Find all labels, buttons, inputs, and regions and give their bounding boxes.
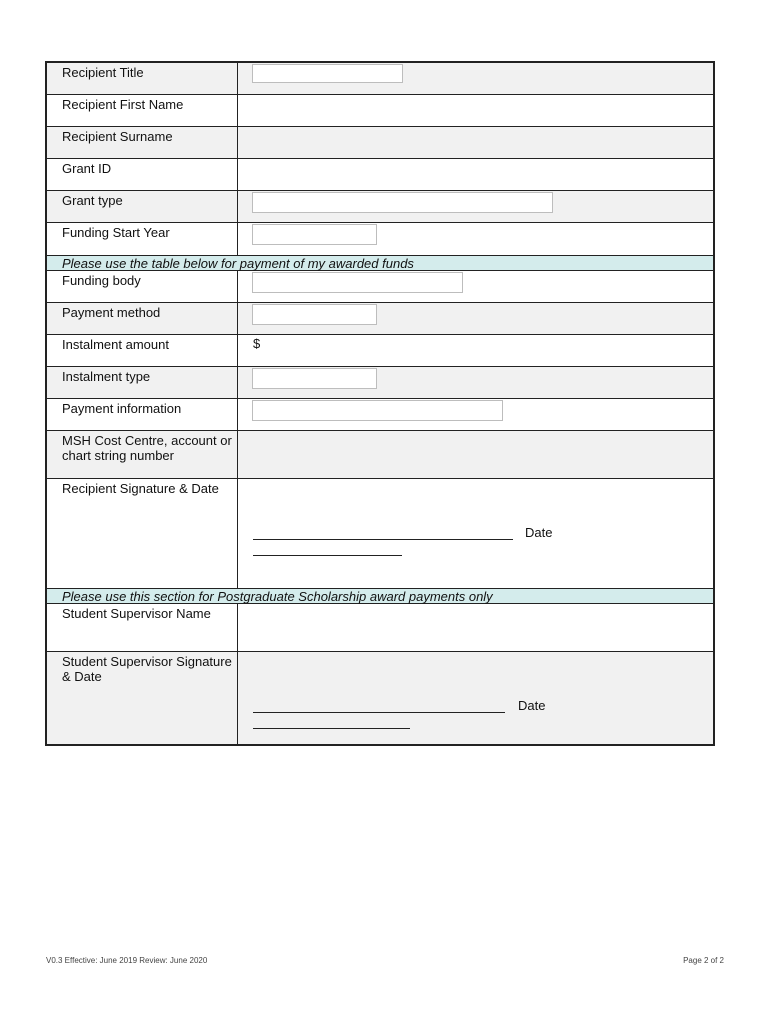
payment-method-cell xyxy=(238,303,713,334)
row-payment-information xyxy=(47,399,713,431)
footer-page-number: Page 2 of 2 xyxy=(683,956,724,965)
recipient-signature-cell[interactable] xyxy=(238,479,713,588)
footer-version: V0.3 Effective: June 2019 Review: June 2020 xyxy=(46,956,208,965)
payment-information-cell xyxy=(238,399,713,430)
row-grant-type xyxy=(47,191,713,223)
recipient-signature-line xyxy=(253,539,513,540)
recipient-title-dropdown[interactable] xyxy=(252,64,403,83)
payment-method-label: Payment method xyxy=(47,303,238,334)
row-instalment-amount xyxy=(47,335,713,367)
instalment-type-dropdown[interactable] xyxy=(252,368,377,389)
recipient-surname-field[interactable] xyxy=(238,127,713,158)
row-payment-method xyxy=(47,303,713,335)
supervisor-signature-label: Student Supervisor Signature & Date xyxy=(47,652,238,744)
payment-method-dropdown[interactable] xyxy=(252,304,377,325)
recipient-date-line xyxy=(253,555,402,556)
funding-start-year-dropdown[interactable] xyxy=(252,224,377,245)
supervisor-name-label: Student Supervisor Name xyxy=(47,604,238,651)
payment-information-dropdown[interactable] xyxy=(252,400,503,421)
recipient-signature-label: Recipient Signature & Date xyxy=(47,479,238,588)
funding-body-cell xyxy=(238,271,713,302)
funding-body-label: Funding body xyxy=(47,271,238,302)
row-msh-cost-centre xyxy=(47,431,713,479)
recipient-title-label: Recipient Title xyxy=(47,63,238,94)
grant-type-dropdown[interactable] xyxy=(252,192,553,213)
supervisor-signature-cell[interactable] xyxy=(238,652,713,744)
row-supervisor-signature xyxy=(47,652,713,744)
row-instalment-type xyxy=(47,367,713,399)
instalment-type-label: Instalment type xyxy=(47,367,238,398)
row-recipient-signature xyxy=(47,479,713,588)
recipient-date-label: Date xyxy=(525,525,553,540)
recipient-title-cell xyxy=(238,63,713,94)
row-recipient-first-name xyxy=(47,95,713,127)
grant-id-label: Grant ID xyxy=(47,159,238,190)
instalment-type-cell xyxy=(238,367,713,398)
grant-type-label: Grant type xyxy=(47,191,238,222)
instalment-amount-label: Instalment amount xyxy=(47,335,238,366)
payment-information-label: Payment information xyxy=(47,399,238,430)
supervisor-signature-line xyxy=(253,712,505,713)
row-funding-body xyxy=(47,271,713,303)
recipient-surname-label: Recipient Surname xyxy=(47,127,238,158)
supervisor-date-line xyxy=(253,728,410,729)
row-supervisor-name xyxy=(47,604,713,652)
msh-cost-centre-label: MSH Cost Centre, account or chart string number xyxy=(47,431,238,478)
row-grant-id xyxy=(47,159,713,191)
row-recipient-surname xyxy=(47,127,713,159)
row-funding-start-year xyxy=(47,223,713,255)
recipient-first-name-label: Recipient First Name xyxy=(47,95,238,126)
funding-body-dropdown[interactable] xyxy=(252,272,463,293)
grant-id-field[interactable] xyxy=(238,159,713,190)
recipient-first-name-field[interactable] xyxy=(238,95,713,126)
postgraduate-section-banner: Please use this section for Postgraduate Scholarship award payments only xyxy=(47,588,713,604)
funding-start-year-cell xyxy=(238,223,713,255)
msh-cost-centre-field[interactable] xyxy=(238,431,713,478)
grant-payment-form xyxy=(45,61,715,746)
supervisor-date-label: Date xyxy=(518,698,546,713)
row-recipient-title xyxy=(47,63,713,95)
instalment-amount-field[interactable] xyxy=(238,335,713,366)
funding-start-year-label: Funding Start Year xyxy=(47,223,238,255)
payment-section-banner: Please use the table below for payment of my awarded funds xyxy=(47,255,713,271)
currency-symbol: $ xyxy=(253,336,261,351)
grant-type-cell xyxy=(238,191,713,222)
supervisor-name-field[interactable] xyxy=(238,604,713,651)
